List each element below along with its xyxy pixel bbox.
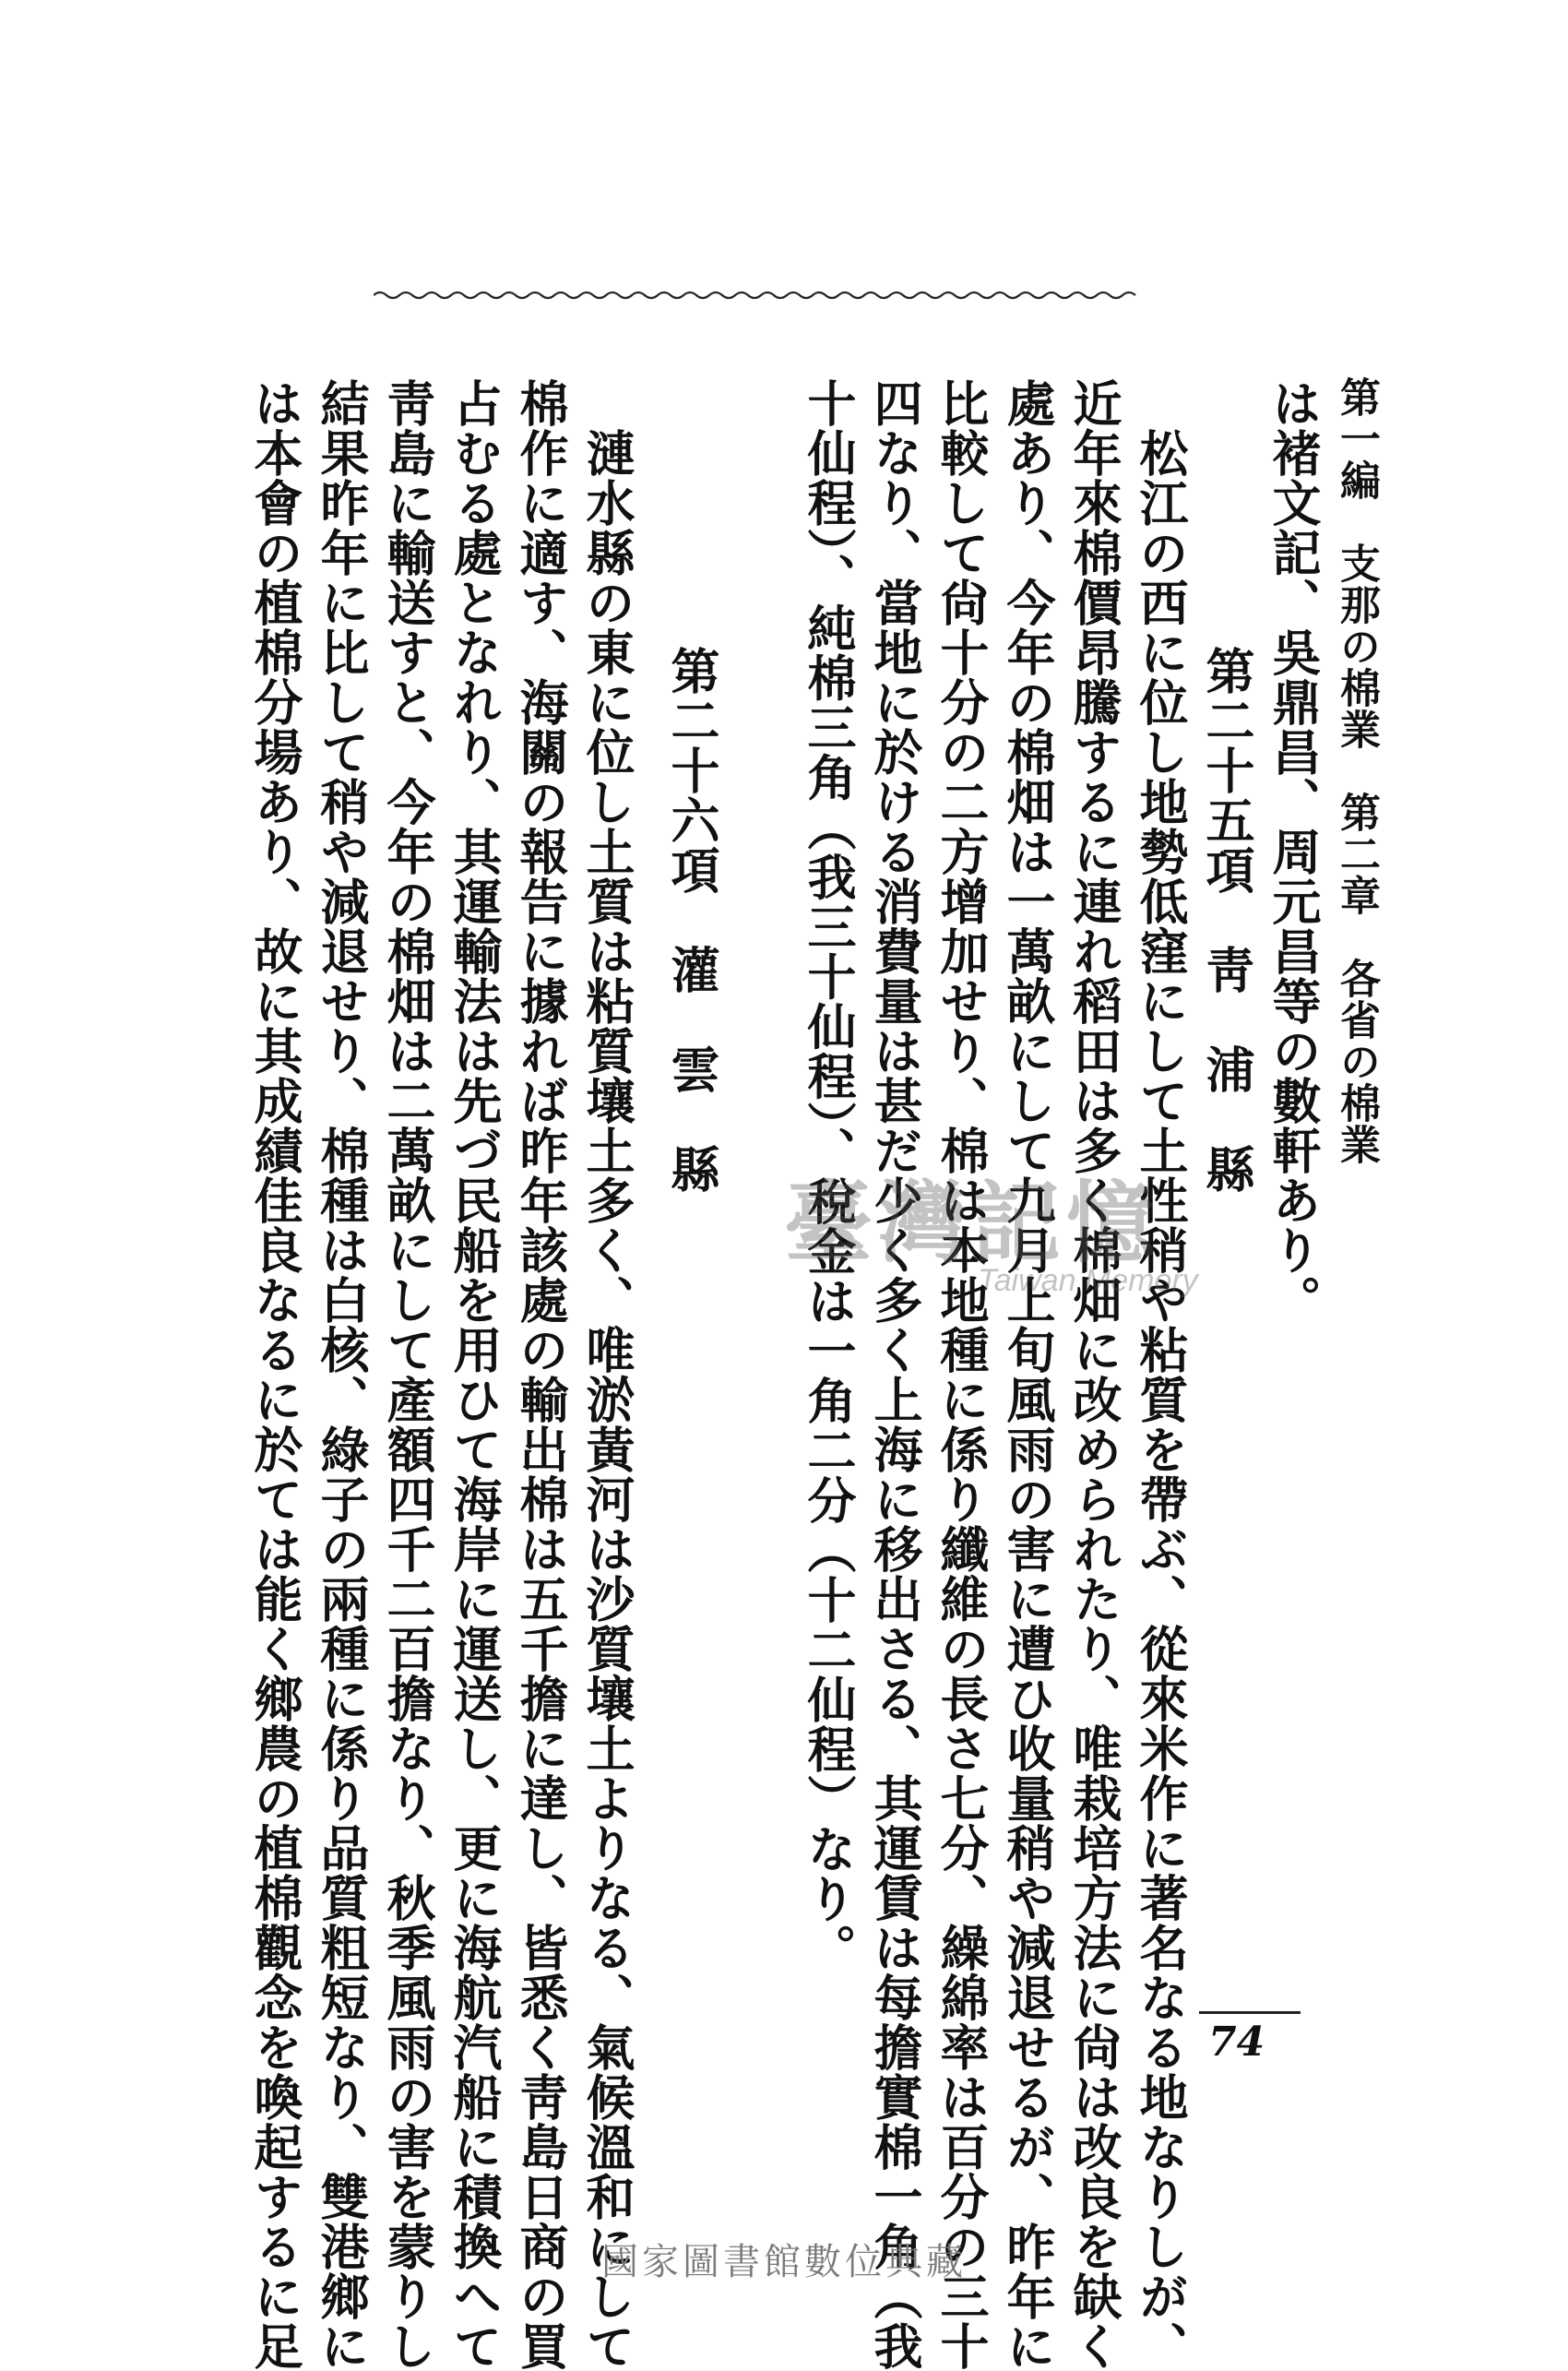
text-column: 結果昨年に比して稍や減退せり、棉種は白核、綠子の兩種に係り品質粗短なり、雙港鄉に [313,378,370,2371]
text-column: 松江の西に位し地勢低窪にして土性稍や粘質を帶ぶ、從來米作に著名なる地なりしが、 [1132,378,1189,2371]
page-number: 74 [1208,2019,1265,2066]
section-heading: 第二十五項 靑 浦 縣 [1198,646,1255,1194]
text-column: 棉作に適す、海關の報告に據れば昨年該處の輸出棉は五千擔に達し、皆悉く靑島日商の買 [512,378,569,2371]
watermark-logo [784,1153,1264,1298]
watermark-english: Taiwan Memory [978,1263,1198,1298]
text-column: 漣水縣の東に位し土質は粘質壤土多く、唯淤黃河は沙質壤土よりなる、氣候溫和にして [578,378,636,2371]
text-column: 靑島に輸送すと、今年の棉畑は二萬畝にして產額四千二百擔なり、秋季風雨の害を蒙りし [379,378,436,2371]
text-column: 比較して尙十分の二方增加せり、棉は本地種に係り纖維の長さ七分、繰綿率は百分の三十 [932,378,990,2371]
text-column: 近年來棉價昂騰するに連れ稻田は多く棉畑に改められたり、唯栽培方法に尙は改良を缺く [1065,378,1123,2371]
decorative-wavy-rule [374,288,1139,303]
text-column: 處あり、今年の棉畑は一萬畝にして九月上旬風雨の害に遭ひ收量稍や減退せるが、昨年に [999,378,1056,2371]
page-number-rule [1199,2011,1301,2014]
section-heading: 第二十六項 灌 雲 縣 [663,646,720,1194]
footer-credit: 國家圖書館數位典藏 [601,2241,967,2283]
text-column: は褚文記、吳鼎昌、周元昌等の數軒あり。 [1265,378,1322,1325]
text-column: は本會の植棉分場あり、故に其成績佳良なるに於ては能く鄉農の植棉觀念を喚起するに足 [246,378,303,2371]
text-column: 十仙程）、純棉三角（我三十仙程）、稅金は一角二分（十二仙程）なり。 [800,378,857,1973]
watermark-chinese: 臺灣記憶 [784,1171,1160,1275]
text-column: 四なり、當地に於ける消費量は甚だ少く多く上海に移出さる、其運賃は每擔實棉一角（我 [866,378,923,2371]
text-column: 占むる處となれり、其運輸法は先づ民船を用ひて海岸に運送し、更に海航汽船に積換へて [445,378,503,2371]
running-header: 第一編 支那の棉業 第二章 各省の棉業 [1333,376,1380,1165]
